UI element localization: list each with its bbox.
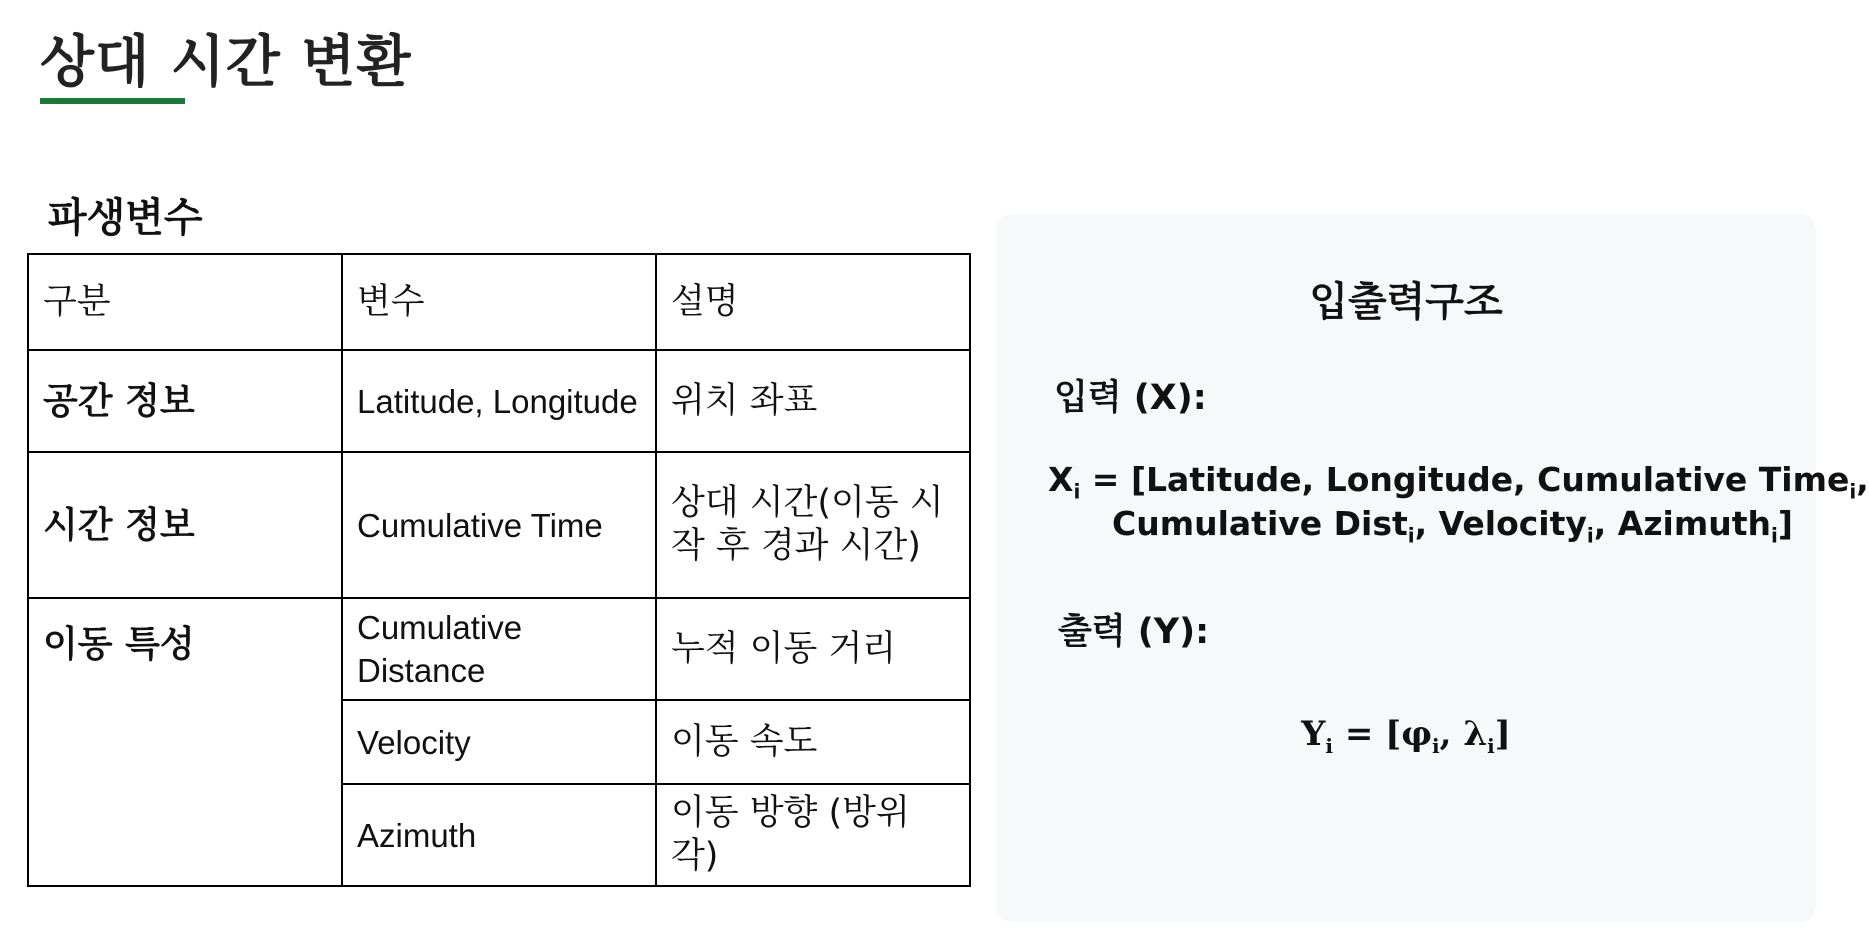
- table-row: [28, 598, 970, 700]
- table-row: [28, 452, 970, 598]
- output-lambda: , λ: [1439, 714, 1488, 754]
- output-lhs-sub: i: [1325, 733, 1334, 758]
- description-cell: 위치 좌표: [656, 350, 970, 452]
- description-cell: 이동 속도: [656, 700, 970, 784]
- io-structure-panel: [996, 214, 1869, 922]
- category-cell: 시간 정보: [28, 452, 342, 598]
- title-underline: [40, 98, 185, 104]
- input-formula-line2: [1112, 502, 1793, 558]
- input-sep: ,: [1856, 460, 1869, 499]
- output-lhs: Y: [1301, 714, 1326, 754]
- az-term: , Azimuth: [1593, 504, 1772, 543]
- description-cell: 상대 시간(이동 시작 후 경과 시간): [656, 452, 970, 598]
- io-title: 입출력구조: [1309, 279, 1503, 325]
- header-category: 구분: [28, 254, 342, 350]
- variable-cell: Azimuth: [342, 784, 656, 886]
- derived-variables-table: [27, 253, 971, 887]
- page-title: 상대 시간 변환: [40, 30, 412, 95]
- variable-cell: Cumulative Distance: [342, 598, 656, 700]
- output-close: ]: [1494, 714, 1511, 754]
- input-label: 입력 (X):: [1054, 378, 1207, 418]
- description-cell: 누적 이동 거리: [656, 598, 970, 700]
- header-variable: 변수: [342, 254, 656, 350]
- variable-cell: Latitude, Longitude: [342, 350, 656, 452]
- input-lhs: X: [1048, 460, 1074, 499]
- dist-sub: i: [1407, 523, 1415, 548]
- output-phi: = [φ: [1333, 714, 1433, 754]
- time-sub: i: [1849, 479, 1857, 504]
- variable-cell: Velocity: [342, 700, 656, 784]
- input-list-start: = [Latitude, Longitude, Cumulative Time: [1080, 460, 1850, 499]
- output-label: 출력 (Y):: [1058, 612, 1210, 652]
- vel-sub: i: [1586, 523, 1594, 548]
- input-close: ]: [1777, 504, 1793, 543]
- az-sub: i: [1771, 523, 1778, 548]
- dist-term: Cumulative Dist: [1112, 504, 1408, 543]
- vel-term: , Velocity: [1414, 504, 1587, 543]
- table-header-row: [28, 254, 970, 350]
- table-row: [28, 350, 970, 452]
- category-cell: 공간 정보: [28, 350, 342, 452]
- lambda-sub: i: [1487, 733, 1495, 758]
- description-cell: 이동 방향 (방위각): [656, 784, 970, 886]
- input-lhs-sub: i: [1073, 479, 1081, 504]
- category-cell: 이동 특성: [28, 598, 342, 886]
- output-formula: [996, 714, 1816, 758]
- header-description: 설명: [656, 254, 970, 350]
- variable-cell: Cumulative Time: [342, 452, 656, 598]
- phi-sub: i: [1432, 733, 1440, 758]
- section-heading: 파생변수: [48, 195, 203, 241]
